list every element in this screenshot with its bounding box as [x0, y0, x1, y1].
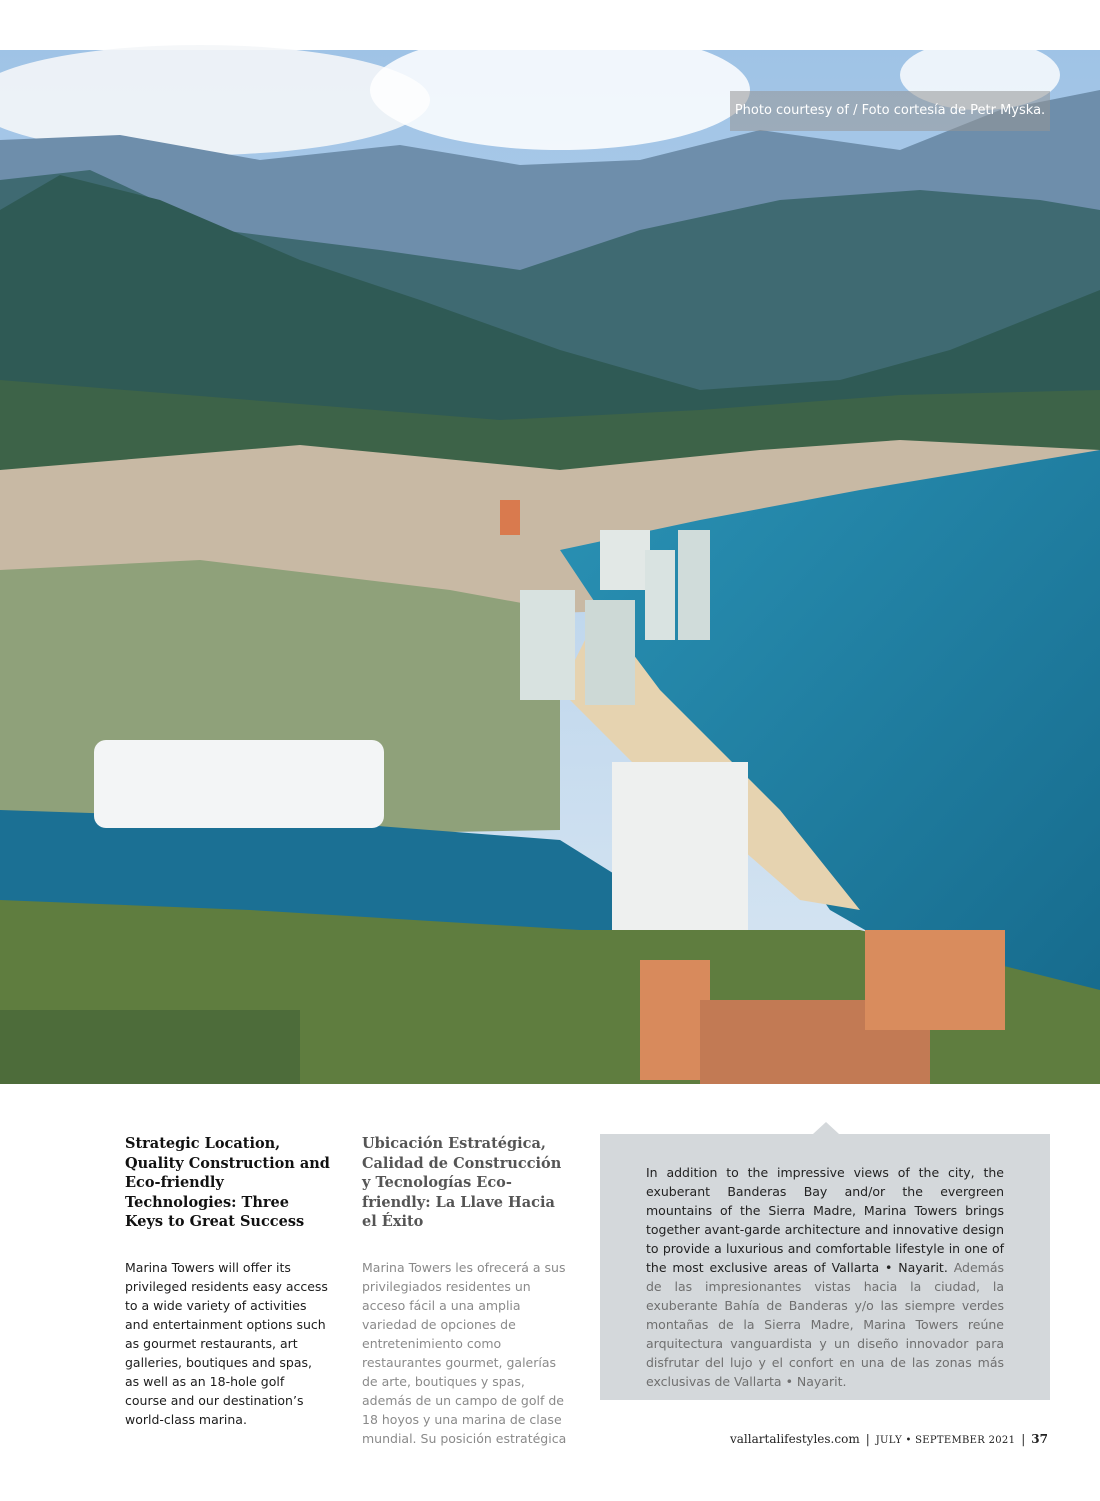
spanish-heading: Ubicación Estratégica, Calidad de Construcción y Tecnologías Eco-friendly: La Llave Hacia el Éxito [362, 1135, 562, 1230]
callout-box [600, 1134, 1050, 1400]
callout-text [646, 1163, 1004, 1391]
spanish-column [362, 1134, 574, 1446]
footer-issue: JULY • SEPTEMBER 2021 [875, 1435, 1016, 1446]
spanish-body: Marina Towers les ofrecerá a sus privilegiados residentes un acceso fácil a una amplia variedad de opciones de entretenimiento como restaurantes gourmet, galerías de arte, boutiques y spas, además de un campo de golf de 18 hoyos y una marina de clase mundial. Su posición estratégica [362, 1259, 567, 1446]
page-number: 37 [1031, 1432, 1048, 1446]
photo-credit: Photo courtesy of / Foto cortesía de Petr Myska. [730, 91, 1050, 131]
english-body: Marina Towers will offer its privileged residents easy access to a wide variety of activities and entertainment options such as gourmet restaurants, art galleries, boutiques and spas, as well as an 18-hole golf course and our destination’s world-class marina. [125, 1259, 328, 1427]
english-heading: Strategic Location, Quality Construction and Eco-friendly Technologies: Three Keys to Great Success [125, 1135, 330, 1230]
page-footer: vallartalifestyles.com | JULY • SEPTEMBER 2021 | 37 [730, 1432, 1048, 1446]
footer-site: vallartalifestyles.com [730, 1432, 860, 1446]
callout-notch [813, 1122, 839, 1134]
english-column [125, 1134, 330, 1429]
aerial-view-image [0, 50, 1100, 1084]
callout-english: In addition to the impressive views of the city, the exuberant Banderas Bay and/or the evergreen mountains of the Sierra Madre, Marina Towers brings together avant-garde architecture and innovative design to provide a luxurious and comfortable lifestyle in one of the most exclusive areas of Vallarta • Nayarit. [646, 1165, 1004, 1275]
hero-photo [0, 50, 1100, 1084]
callout-spanish: Además de las impresionantes vistas hacia la ciudad, la exuberante Bahía de Banderas y/o las siempre verdes montañas de la Sierra Madre, Marina Towers reúne arquitectura vanguardista y un diseño innovador para disfrutar del lujo y el confort en una de las zonas más exclusivas de Vallarta • Nayarit. [646, 1260, 1004, 1389]
